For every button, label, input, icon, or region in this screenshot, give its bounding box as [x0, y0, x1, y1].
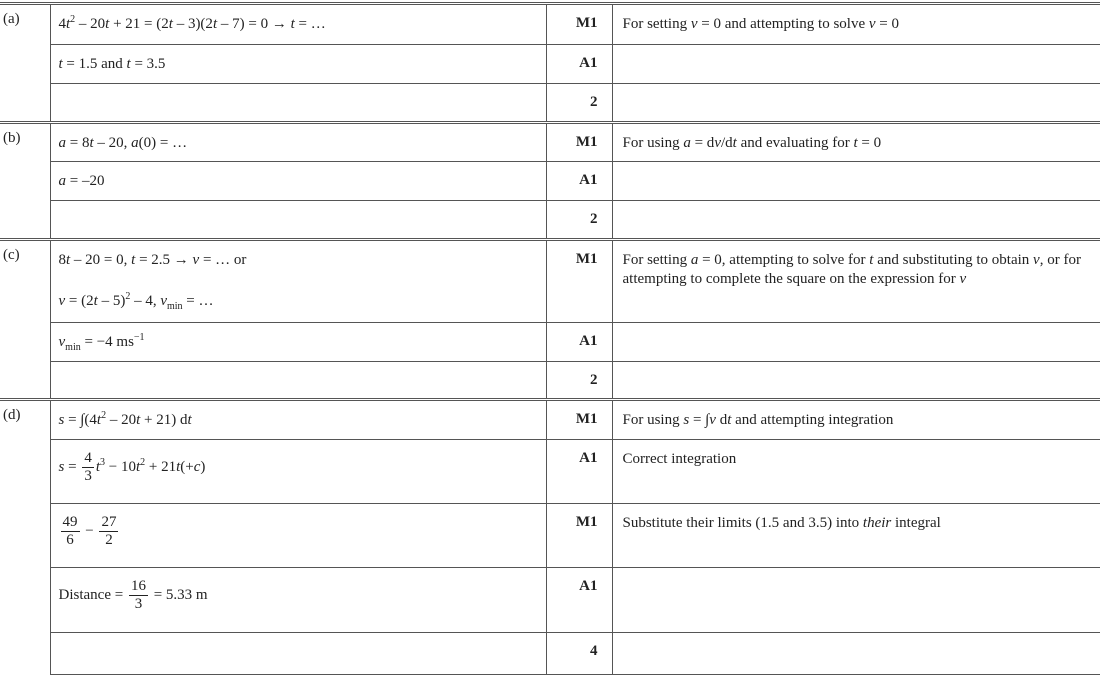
- working-cell: [50, 84, 546, 123]
- table-row: [0, 568, 1100, 633]
- variable: c: [193, 458, 201, 475]
- working-cell: [50, 362, 546, 400]
- variable: t: [105, 16, 110, 32]
- variable: t: [58, 56, 63, 72]
- text-segment: = 5.33 m: [149, 586, 208, 603]
- text-segment: = 3.5: [130, 56, 166, 72]
- guidance-note-cell: [612, 633, 1100, 675]
- guidance-note-cell: [612, 45, 1100, 84]
- text-segment: = 2.5 →: [135, 252, 193, 268]
- text-segment: Substitute their limits (1.5 and 3.5) into: [622, 515, 863, 531]
- mark-cell: [546, 45, 612, 84]
- variable: s: [58, 412, 65, 428]
- working-cell: [50, 45, 546, 84]
- mark-cell: [546, 504, 612, 568]
- text-segment: and evaluating for: [736, 135, 854, 151]
- text-segment: – 20,: [93, 135, 132, 151]
- variable: v: [709, 412, 716, 428]
- variable: t: [853, 135, 858, 151]
- table-row: [0, 201, 1100, 240]
- variable: v: [1033, 252, 1040, 268]
- variable: t: [869, 252, 874, 268]
- variable: t: [212, 16, 218, 32]
- text-segment: + 21 = (2: [109, 16, 169, 32]
- text-segment: – 20: [106, 412, 137, 428]
- fraction: [99, 514, 118, 549]
- guidance-note-cell: [612, 504, 1100, 568]
- table-row: [0, 84, 1100, 123]
- table-row: [0, 45, 1100, 84]
- mark-cell: [546, 633, 612, 675]
- variable: a: [690, 252, 699, 268]
- text-segment: For setting: [622, 16, 691, 32]
- text-segment: 8: [58, 252, 66, 268]
- working-cell: [50, 568, 546, 633]
- numerator: 4: [84, 450, 92, 466]
- text-segment: = 8: [66, 135, 90, 151]
- text-segment: = … or: [199, 252, 247, 268]
- working-cell: [50, 123, 546, 162]
- table-row: [0, 400, 1100, 440]
- text-segment: = 0: [875, 16, 900, 32]
- text-segment: = …: [182, 293, 214, 309]
- subscript: min: [166, 301, 183, 312]
- text-segment: – 4,: [130, 293, 161, 309]
- numerator: 49: [62, 514, 78, 530]
- mark-cell: [546, 323, 612, 362]
- superscript: 3: [99, 456, 105, 468]
- text-segment: −: [81, 522, 98, 539]
- subscript: min: [65, 342, 81, 353]
- superscript: 2: [140, 456, 146, 468]
- part-label: (a): [3, 11, 20, 27]
- text-segment: ): [200, 458, 206, 475]
- text-segment: and attempting integration: [731, 412, 894, 428]
- variable: a: [58, 135, 66, 151]
- mark-code: M1: [575, 411, 598, 427]
- table-row: [0, 323, 1100, 362]
- table-row: [0, 440, 1100, 504]
- guidance-note-cell: [612, 162, 1100, 201]
- denominator: 6: [66, 532, 74, 548]
- text-segment: For setting: [622, 252, 691, 268]
- mark-cell: [546, 440, 612, 504]
- text-segment: (0) = …: [138, 135, 188, 151]
- variable: v: [58, 293, 66, 309]
- mark-code: M1: [575, 514, 598, 530]
- text-segment: = (2: [65, 293, 94, 309]
- table-row: [0, 123, 1100, 162]
- variable: a: [131, 135, 139, 151]
- working-cell: [50, 400, 546, 440]
- text-segment: = …: [294, 16, 326, 32]
- table-row: [0, 4, 1100, 45]
- text-segment: + 21) d: [140, 412, 188, 428]
- numerator: 16: [130, 578, 146, 594]
- variable: t: [131, 252, 136, 268]
- variable: t: [93, 293, 98, 309]
- line-break: [59, 270, 538, 292]
- fraction: [82, 450, 94, 485]
- table-row: [0, 240, 1100, 323]
- text-segment: (+: [180, 458, 194, 475]
- table-row: [0, 633, 1100, 675]
- variable: t: [95, 458, 100, 475]
- variable: a: [58, 173, 66, 189]
- variable: v: [690, 16, 698, 32]
- variable: t: [176, 458, 181, 475]
- mark-code: M1: [575, 15, 598, 31]
- table-row: [0, 362, 1100, 400]
- text-segment: , or for attempting to complete the square on the expression for: [622, 252, 1081, 287]
- text-segment: d: [715, 412, 728, 428]
- part-label-cell: [0, 400, 50, 675]
- variable: their: [862, 515, 892, 531]
- guidance-note-cell: [612, 568, 1100, 633]
- guidance-note-cell: [612, 440, 1100, 504]
- working-cell: [50, 323, 546, 362]
- part-label: (d): [3, 407, 21, 423]
- table-row: [0, 504, 1100, 568]
- variable: t: [168, 16, 173, 32]
- mark-code: A1: [579, 55, 598, 71]
- mark-code: 2: [590, 94, 598, 110]
- working-cell: [50, 633, 546, 675]
- mark-code: 2: [590, 211, 598, 227]
- mark-cell: [546, 84, 612, 123]
- working-cell: [50, 504, 546, 568]
- variable: s: [683, 412, 690, 428]
- text-segment: = 0 and attempting to solve: [697, 16, 869, 32]
- variable: t: [135, 458, 141, 475]
- text-segment: + 21: [145, 458, 177, 475]
- guidance-note-cell: [612, 362, 1100, 400]
- superscript: 2: [70, 14, 76, 25]
- mark-code: A1: [579, 578, 598, 594]
- variable: s: [58, 458, 65, 475]
- superscript: −1: [133, 332, 145, 343]
- text-segment: = 1.5 and: [62, 56, 127, 72]
- text-segment: – 5): [97, 293, 126, 309]
- text-segment: = ∫: [689, 412, 710, 428]
- working-cell: [50, 240, 546, 323]
- denominator: 3: [134, 596, 143, 612]
- variable: t: [89, 135, 94, 151]
- mark-code: 4: [590, 643, 598, 659]
- text-segment: = −4 ms: [80, 334, 134, 350]
- variable: v: [959, 271, 967, 287]
- text-segment: = d: [690, 135, 715, 151]
- part-label-cell: [0, 240, 50, 400]
- text-segment: = ∫(4: [64, 412, 97, 428]
- mark-code: 2: [590, 372, 598, 388]
- variable: t: [732, 135, 737, 151]
- guidance-note-cell: [612, 240, 1100, 323]
- guidance-note-cell: [612, 4, 1100, 45]
- mark-code: M1: [575, 134, 598, 150]
- text-segment: For using: [622, 412, 684, 428]
- guidance-note-cell: [612, 400, 1100, 440]
- part-label: (b): [3, 130, 21, 146]
- text-segment: – 3)(2: [172, 16, 213, 32]
- text-segment: Correct integration: [622, 451, 737, 467]
- variable: t: [290, 16, 295, 32]
- variable: v: [192, 252, 200, 268]
- guidance-note-cell: [612, 123, 1100, 162]
- text-segment: – 7) = 0 →: [217, 16, 291, 32]
- text-segment: – 20 = 0,: [70, 252, 132, 268]
- variable: t: [187, 412, 192, 428]
- text-segment: and substituting to obtain: [873, 252, 1034, 268]
- variable: t: [126, 56, 131, 72]
- working-cell: [50, 201, 546, 240]
- mark-cell: [546, 362, 612, 400]
- superscript: 2: [125, 291, 131, 302]
- variable: v: [868, 16, 876, 32]
- variable: t: [66, 252, 71, 268]
- guidance-note-cell: [612, 84, 1100, 123]
- text-segment: For using: [622, 135, 684, 151]
- mark-cell: [546, 162, 612, 201]
- working-cell: [50, 162, 546, 201]
- fraction: [61, 514, 80, 549]
- mark-cell: [546, 4, 612, 45]
- part-label: (c): [3, 247, 20, 263]
- mark-code: A1: [579, 172, 598, 188]
- text-segment: = 0, attempting to solve for: [698, 252, 870, 268]
- superscript: 2: [101, 410, 107, 421]
- text-segment: 4: [58, 16, 66, 32]
- mark-scheme-table: [0, 2, 1100, 675]
- mark-cell: [546, 123, 612, 162]
- part-label-cell: [0, 4, 50, 123]
- mark-cell: [546, 568, 612, 633]
- text-segment: − 10: [104, 458, 136, 475]
- mark-cell: [546, 240, 612, 323]
- text-segment: = –20: [66, 173, 105, 189]
- variable: v: [160, 293, 167, 309]
- denominator: 2: [105, 532, 113, 548]
- mark-code: A1: [579, 333, 598, 349]
- text-segment: /d: [720, 135, 733, 151]
- text-segment: integral: [891, 515, 941, 531]
- table-row: [0, 162, 1100, 201]
- working-cell: [50, 440, 546, 504]
- variable: t: [727, 412, 732, 428]
- text-segment: = 0: [857, 135, 882, 151]
- mark-cell: [546, 201, 612, 240]
- working-cell: [50, 4, 546, 45]
- variable: t: [96, 412, 102, 428]
- part-label-cell: [0, 123, 50, 240]
- mark-code: M1: [575, 251, 598, 267]
- guidance-note-cell: [612, 201, 1100, 240]
- variable: v: [58, 334, 66, 350]
- variable: a: [683, 135, 691, 151]
- variable: v: [714, 135, 721, 151]
- mark-cell: [546, 400, 612, 440]
- text-segment: – 20: [75, 16, 106, 32]
- denominator: 3: [84, 468, 92, 484]
- fraction: [129, 578, 148, 613]
- variable: t: [66, 16, 71, 32]
- text-segment: =: [64, 458, 81, 475]
- variable: t: [136, 412, 141, 428]
- guidance-note-cell: [612, 323, 1100, 362]
- numerator: 27: [101, 514, 117, 530]
- mark-code: A1: [579, 450, 598, 466]
- text-segment: Distance =: [58, 586, 127, 603]
